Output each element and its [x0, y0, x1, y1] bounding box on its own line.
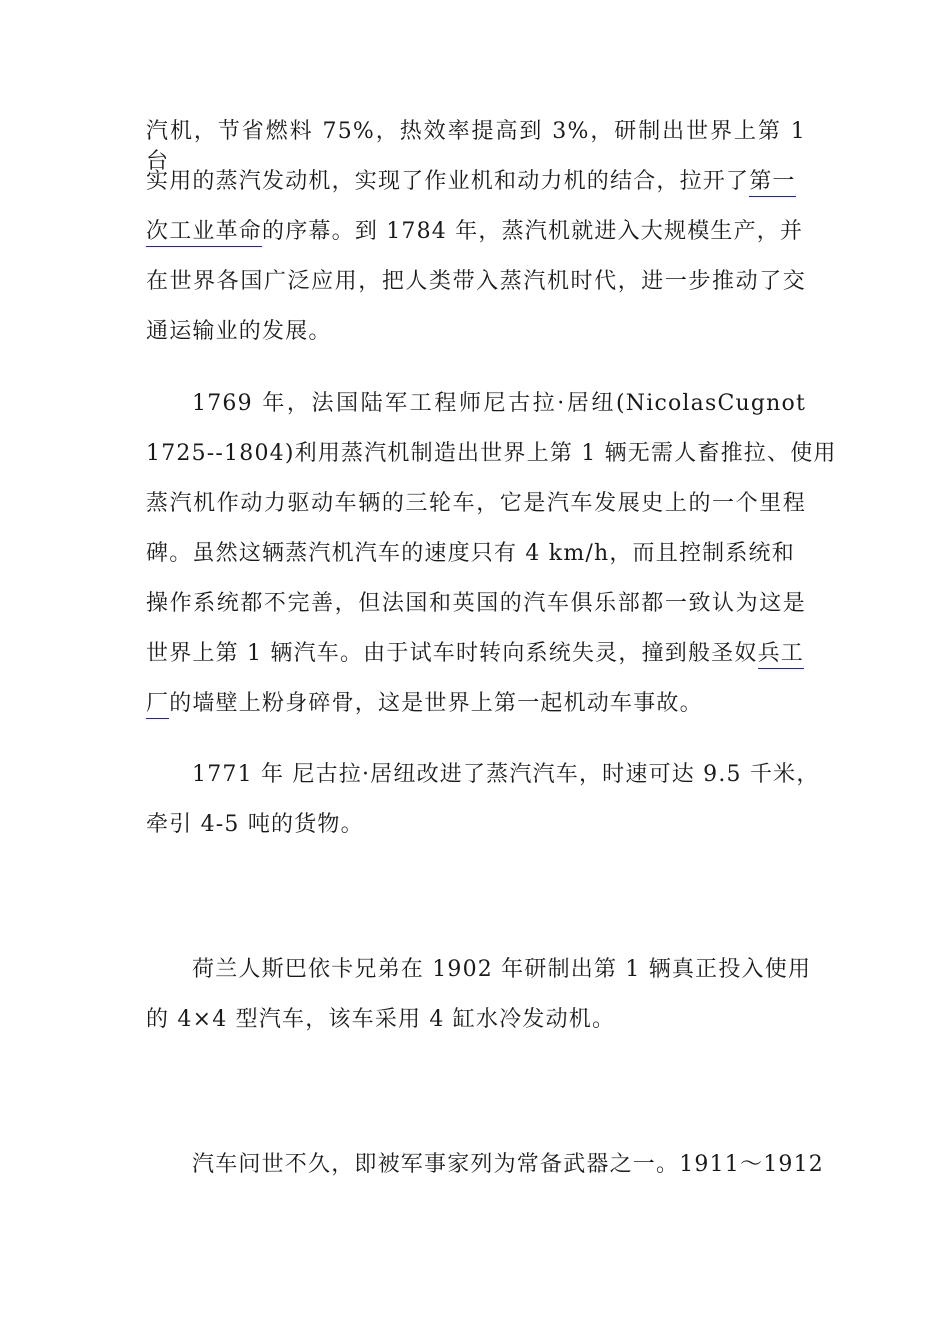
paragraph-2-line-3: 蒸汽机作动力驱动车辆的三轮车，它是汽车发展史上的一个里程	[146, 491, 806, 516]
paragraph-2-line-7-text: 的墙壁上粉身碎骨，这是世界上第一起机动车事故。	[169, 691, 703, 716]
first-industrial-revolution-link-part-1[interactable]: 第一	[749, 169, 795, 197]
paragraph-4-line-2: 的 4×4 型汽车，该车采用 4 缸水冷发动机。	[146, 1007, 616, 1032]
paragraph-2-line-1: 1769 年，法国陆军工程师尼古拉·居纽(NicolasCugnot	[192, 391, 806, 416]
paragraph-2-line-2: 1725--1804)利用蒸汽机制造出世界上第 1 辆无需人畜推拉、使用	[146, 441, 837, 466]
paragraph-2-line-5: 操作系统都不完善，但法国和英国的汽车俱乐部都一致认为这是	[146, 591, 806, 616]
arsenal-link-part-1[interactable]: 兵工	[758, 641, 804, 669]
paragraph-1-line-3	[146, 217, 806, 247]
paragraph-1-line-4: 在世界各国广泛应用，把人类带入蒸汽机时代，进一步推动了交	[146, 269, 806, 294]
paragraph-1-line-2-text: 实用的蒸汽发动机，实现了作业机和动力机的结合，拉开了	[146, 169, 750, 194]
arsenal-link-part-2[interactable]: 厂	[146, 691, 169, 719]
paragraph-1-line-1: 汽机，节省燃料 75%，热效率提高到 3%，研制出世界上第 1 台	[146, 119, 806, 174]
paragraph-5-line-1: 汽车问世不久，即被军事家列为常备武器之一。1911～1912	[192, 1152, 824, 1177]
paragraph-1-line-2	[146, 167, 806, 197]
paragraph-4-line-1: 荷兰人斯巴依卡兄弟在 1902 年研制出第 1 辆真正投入使用	[192, 957, 812, 982]
first-industrial-revolution-link-part-2[interactable]: 次工业革命	[146, 219, 262, 247]
paragraph-1-line-3-text: 的序幕。到 1784 年，蒸汽机就进入大规模生产，并	[262, 219, 804, 244]
paragraph-2-line-4: 碑。虽然这辆蒸汽机汽车的速度只有 4 km/h，而且控制系统和	[146, 541, 795, 566]
paragraph-2-line-6	[146, 639, 806, 669]
paragraph-1-line-5: 通运输业的发展。	[146, 319, 332, 344]
paragraph-3-line-2: 牵引 4-5 吨的货物。	[146, 812, 364, 837]
paragraph-2-line-6-text: 世界上第 1 辆汽车。由于试车时转向系统失灵，撞到般圣奴	[146, 641, 758, 666]
paragraph-3-line-1: 1771 年 尼古拉·居纽改进了蒸汽汽车，时速可达 9.5 千米，	[192, 762, 820, 787]
paragraph-2-line-7	[146, 689, 806, 719]
